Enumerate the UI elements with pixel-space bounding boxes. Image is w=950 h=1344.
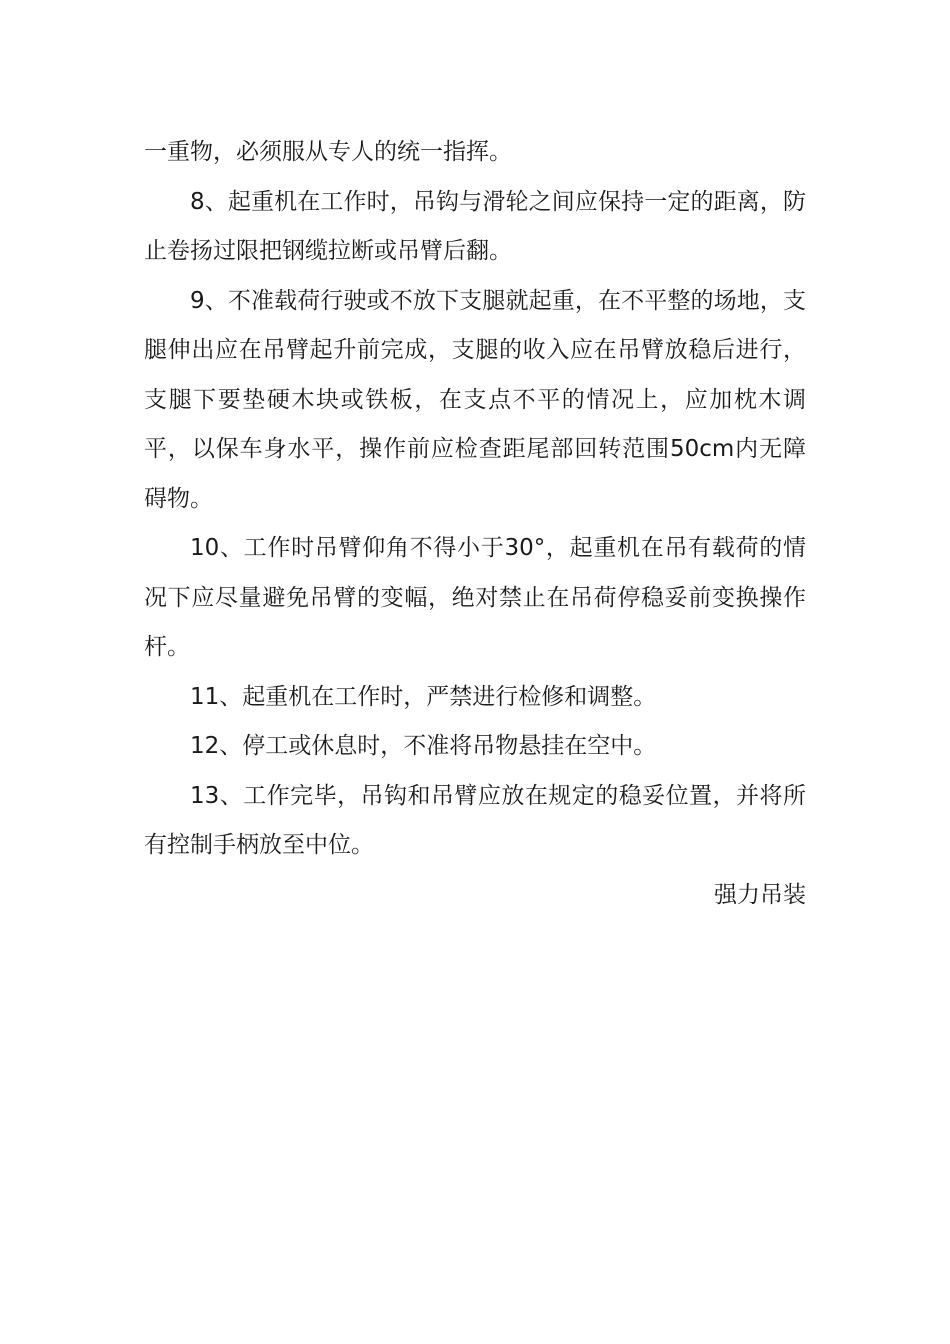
paragraph-item-12: 12、停工或休息时，不准将吊物悬挂在空中。 [190, 733, 657, 759]
paragraph-item-11: 11、起重机在工作时，严禁进行检修和调整。 [190, 683, 657, 710]
paragraph-item-10: 10、工作时吊臂仰角不得小于30°，起重机在吊有载荷的情况下应尽量避免吊臂的变幅，绝对禁止在吊荷停稳妥前变换操作杆。 [144, 535, 806, 660]
document-body [144, 128, 806, 920]
paragraph-item-13: 13、工作完毕，吊钩和吊臂应放在规定的稳妥位置，并将所有控制手柄放至中位。 [144, 782, 806, 858]
signature: 强力吊装 [714, 881, 806, 908]
paragraph-item-8: 8、起重机在工作时，吊钩与滑轮之间应保持一定的距离，防止卷扬过限把钢缆拉断或吊臂后翻。 [144, 188, 806, 264]
paragraph-continuation: 一重物，必须服从专人的统一指挥。 [144, 139, 512, 165]
paragraph-item-9: 9、不准载荷行驶或不放下支腿就起重，在不平整的场地，支腿伸出应在吊臂起升前完成，支腿的收入应在吊臂放稳后进行，支腿下要垫硬木块或铁板，在支点不平的情况上，应加枕木调平，以保车身水平，操作前应检查距尾部回转范围50cm内无障碍物。 [144, 287, 806, 512]
